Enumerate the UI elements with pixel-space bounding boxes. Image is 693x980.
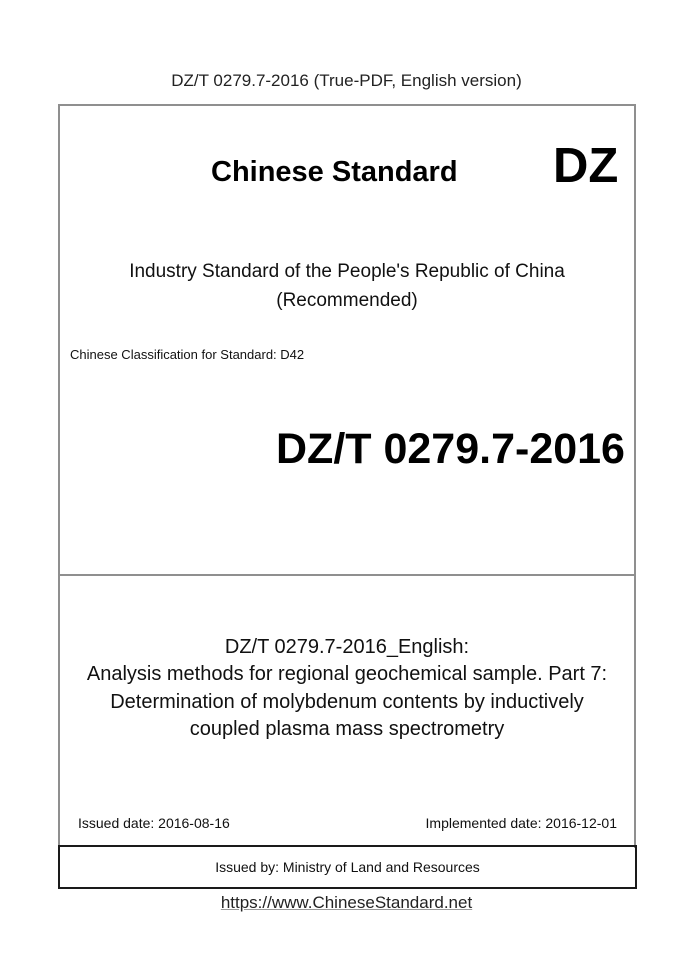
footer-link-container	[0, 892, 693, 914]
website-link[interactable]: https://www.ChineseStandard.net	[220, 893, 473, 912]
issuer-label: Issued by: Ministry of Land and Resources	[215, 858, 480, 875]
title-line: coupled plasma mass spectrometry	[189, 717, 505, 740]
industry-standard-block	[58, 257, 636, 315]
classification-label: Chinese Classification for Standard: D42	[70, 347, 305, 362]
category-code-mark: DZ	[553, 139, 619, 193]
industry-standard-line: Industry Standard of the People's Republic of China	[129, 261, 565, 282]
standard-number: DZ/T 0279.7-2016	[276, 425, 625, 473]
document-header-title: DZ/T 0279.7-2016 (True-PDF, English version)	[171, 71, 522, 90]
cover-divider	[58, 574, 634, 576]
issued-date: Issued date: 2016-08-16	[78, 815, 230, 831]
cover-heading: Chinese Standard	[211, 156, 458, 188]
title-line: Analysis methods for regional geochemical sample. Part 7:	[86, 663, 608, 686]
title-line: DZ/T 0279.7-2016_English:	[224, 636, 470, 658]
document-title-block	[58, 634, 636, 743]
issuer-box	[58, 845, 637, 889]
title-line: Determination of molybdenum contents by inductively	[110, 690, 584, 713]
implemented-date: Implemented date: 2016-12-01	[425, 815, 617, 831]
recommended-label: (Recommended)	[276, 290, 418, 311]
